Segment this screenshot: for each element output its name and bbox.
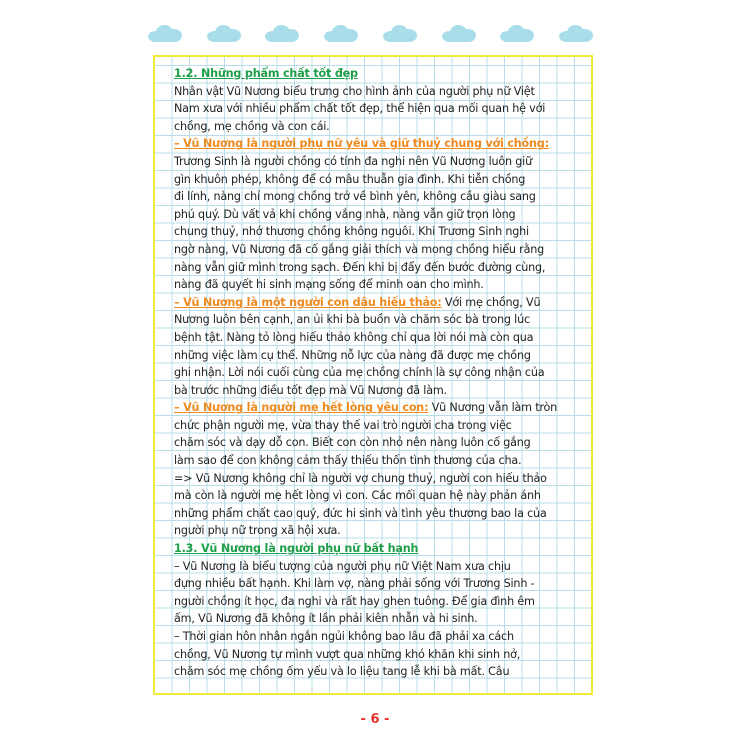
text-run: chăm sóc mẹ chồng ốm yếu và lo liệu tang lễ khi bà mất. Câu [174, 665, 510, 679]
cloud-icon [148, 24, 182, 42]
cloud-icon [324, 24, 358, 42]
text-line [174, 347, 578, 365]
text-line [174, 206, 578, 224]
text-line [174, 100, 578, 118]
text-run: những việc làm cụ thể. Những nỗ lực của nàng đã được mẹ chồng [174, 348, 531, 362]
text-run: chồng, Vũ Nương tự mình vượt qua những khó khăn khi sinh nở, [174, 647, 521, 661]
grid-paper-page [153, 55, 593, 695]
text-line [174, 188, 578, 206]
text-run: nàng đã quyết hi sinh mạng sống để minh oan cho mình. [174, 278, 484, 292]
text-run: Trương Sinh là người chồng có tính đa nghi nên Vũ Nương luôn giữ [174, 154, 532, 168]
highlighted-claim: – Vũ Nương là người phụ nữ yêu và giữ thuỷ chung với chồng: [174, 137, 549, 151]
text-line [174, 276, 578, 294]
text-line [174, 470, 578, 488]
text-run: đi lính, nàng chỉ mong chồng trở về bình yên, không cầu giàu sang [174, 190, 536, 204]
text-line [174, 329, 578, 347]
text-line [174, 593, 578, 611]
text-line [174, 558, 578, 576]
text-line [174, 118, 578, 136]
text-line [174, 487, 578, 505]
text-line [174, 135, 578, 153]
cloud-icon [442, 24, 476, 42]
text-run: nàng vẫn giữ mình trong sạch. Đến khi bị đẩy đến bước đường cùng, [174, 260, 546, 274]
section-heading: 1.3. Vũ Nương là người phụ nữ bất hạnh [174, 542, 419, 556]
text-run: chung thuỷ, nhớ thương chồng không nguôi. Khi Trương Sinh nghi [174, 225, 529, 239]
text-run: chồng, mẹ chồng và con cái. [174, 119, 330, 133]
text-line [174, 364, 578, 382]
text-line [174, 83, 578, 101]
text-run: gìn khuôn phép, không để có mâu thuẫn gia đình. Khi tiễn chồng [174, 172, 526, 186]
text-line [174, 294, 578, 312]
highlighted-claim: – Vũ Nương là người mẹ hết lòng yêu con: [174, 401, 429, 415]
text-line [174, 575, 578, 593]
text-line [174, 646, 578, 664]
page-number: - 6 - [360, 712, 390, 727]
text-run: ghi nhận. Lời nói cuối cùng của mẹ chồng chính là sự công nhận của [174, 366, 545, 380]
cloud-decoration-row [148, 24, 593, 48]
text-line [174, 171, 578, 189]
cloud-icon [207, 24, 241, 42]
text-run: những phẩm chất cao quý, đức hi sinh và tình yêu thương bao la của [174, 506, 547, 520]
text-line [174, 241, 578, 259]
text-line [174, 663, 578, 681]
text-run: làm sao để con không cảm thấy thiếu thốn tình thương của cha. [174, 454, 522, 468]
page-text-body [174, 65, 578, 681]
cloud-icon [559, 24, 593, 42]
text-line [174, 540, 578, 558]
text-run: => Vũ Nương không chỉ là người vợ chung thuỷ, người con hiếu thảo [174, 471, 547, 485]
text-run: Nương luôn bên cạnh, an ủi khi bà buồn và chăm sóc bà trong lúc [174, 313, 530, 327]
text-run: bệnh tật. Nàng tỏ lòng hiếu thảo không chỉ qua lời nói mà còn qua [174, 330, 534, 344]
text-line [174, 505, 578, 523]
text-run: ấm, Vũ Nương đã không ít lần phải kiên nhẫn và hi sinh. [174, 612, 478, 626]
text-line [174, 417, 578, 435]
text-run: Với mẹ chồng, Vũ [441, 295, 541, 309]
highlighted-claim: – Vũ Nương là một người con dâu hiếu thảo: [174, 295, 442, 309]
text-line [174, 259, 578, 277]
cloud-icon [383, 24, 417, 42]
text-line [174, 223, 578, 241]
text-line [174, 522, 578, 540]
text-run: bà trước những điều tốt đẹp mà Vũ Nương đã làm. [174, 383, 447, 397]
text-line [174, 610, 578, 628]
section-heading: 1.2. Những phẩm chất tốt đẹp [174, 67, 358, 80]
text-run: Vũ Nương vẫn làm tròn [428, 401, 558, 415]
text-line [174, 382, 578, 400]
cloud-icon [500, 24, 534, 42]
text-run: ngờ nàng, Vũ Nương đã cố gắng giải thích và mong chồng hiểu rằng [174, 242, 545, 256]
text-run: người chồng ít học, đa nghi và rất hay ghen tuông. Để gia đình êm [174, 594, 535, 608]
text-line [174, 452, 578, 470]
text-run: mà còn là người mẹ hết lòng vì con. Các mối quan hệ này phản ánh [174, 489, 541, 503]
text-line [174, 311, 578, 329]
text-run: phú quý. Dù vất vả khi chồng vắng nhà, nàng vẫn giữ trọn lòng [174, 207, 516, 221]
text-run: – Vũ Nương là biểu tượng của người phụ nữ Việt Nam xưa chịu [174, 559, 511, 573]
text-line [174, 65, 578, 83]
text-run: đựng nhiều bất hạnh. Khi làm vợ, nàng phải sống với Trương Sinh - [174, 577, 535, 591]
text-line [174, 434, 578, 452]
text-line [174, 399, 578, 417]
text-run: chăm sóc và dạy dỗ con. Biết con còn nhỏ nên nàng luôn cố gắng [174, 436, 531, 450]
text-run: – Thời gian hôn nhân ngắn ngủi không bao lâu đã phải xa cách [174, 630, 514, 643]
text-run: Nhân vật Vũ Nương biểu trưng cho hình ảnh của người phụ nữ Việt [174, 84, 535, 98]
text-line [174, 628, 578, 646]
text-run: Nam xưa với nhiều phẩm chất tốt đẹp, thể hiện qua mối quan hệ với [174, 102, 546, 116]
text-run: người phụ nữ trong xã hội xưa. [174, 524, 341, 538]
text-run: chức phận người mẹ, vừa thay thế vai trò người cha trong việc [174, 418, 512, 432]
cloud-icon [265, 24, 299, 42]
text-line [174, 153, 578, 171]
